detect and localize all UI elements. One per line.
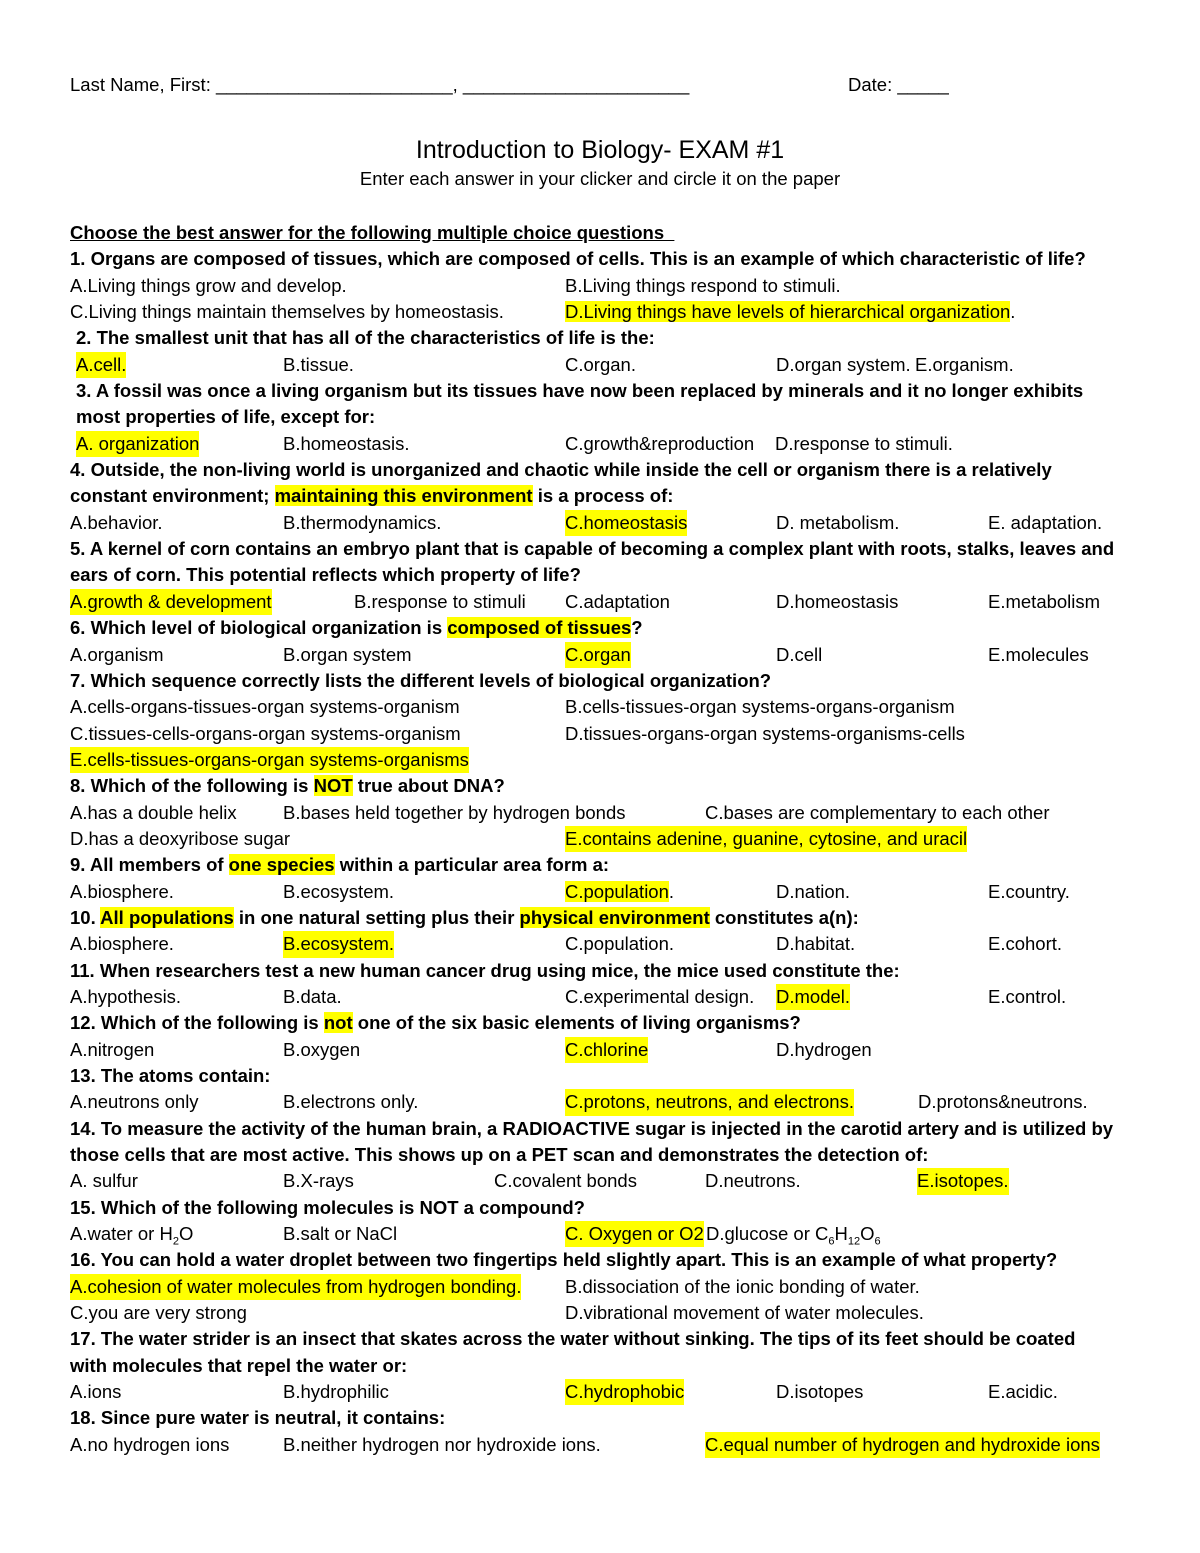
option-b-answer[interactable]: B.ecosystem. xyxy=(283,931,394,957)
option-d[interactable]: D.organ system. xyxy=(776,353,911,375)
question-4-cont xyxy=(0,483,1200,509)
header-line xyxy=(70,74,1150,100)
option-c-answer[interactable]: C. Oxygen or O2 xyxy=(565,1221,704,1247)
question-15-options-row xyxy=(0,1221,1200,1247)
question-text: 4. Outside, the non-living world is unorganized and chaotic while inside the cell or organism there is a relatively xyxy=(70,459,1052,481)
question-3-options-row xyxy=(0,431,1200,457)
question-text-part: true about DNA? xyxy=(352,775,505,797)
option-c[interactable]: C.experimental design. xyxy=(565,985,755,1007)
option-b[interactable]: B.neither hydrogen nor hydroxide ions. xyxy=(283,1433,601,1455)
question-text-part: constant environment; xyxy=(70,485,275,507)
option-b[interactable]: B.salt or NaCl xyxy=(283,1223,398,1245)
question-7-options-row xyxy=(0,694,1200,720)
question-text: 7. Which sequence correctly lists the different levels of biological organization? xyxy=(70,669,772,691)
option-c-answer[interactable]: C.protons, neutrons, and electrons. xyxy=(565,1089,854,1115)
option-e[interactable]: E.molecules xyxy=(988,643,1089,665)
option-d[interactable]: D.cell xyxy=(776,643,823,665)
option-text-part: H xyxy=(834,1223,848,1245)
option-c[interactable]: C.covalent bonds xyxy=(494,1170,637,1192)
question-text: most properties of life, except for: xyxy=(76,406,376,428)
question-text: those cells that are most active. This shows up on a PET scan and demonstrates the detection of: xyxy=(70,1144,929,1166)
option-a[interactable]: A.has a double helix xyxy=(70,801,237,823)
question-5 xyxy=(0,536,1200,562)
option-d[interactable]: D.habitat. xyxy=(776,933,856,955)
option-e[interactable]: E.cohort. xyxy=(988,933,1063,955)
question-text xyxy=(70,773,505,799)
option-d[interactable]: D.isotopes xyxy=(776,1381,864,1403)
option-d[interactable]: D.response to stimuli. xyxy=(775,432,953,454)
option-b[interactable]: B.hydrophilic xyxy=(283,1381,389,1403)
question-text-part: constitutes a(n): xyxy=(709,906,859,928)
option-d[interactable]: D.hydrogen xyxy=(776,1038,872,1060)
question-4 xyxy=(0,457,1200,483)
question-text-part: 10. xyxy=(70,906,101,928)
question-8-options-row xyxy=(0,800,1200,826)
question-6-options-row xyxy=(0,642,1200,668)
option-text-part: D.glucose or C xyxy=(706,1223,829,1245)
option-b[interactable]: B.bases held together by hydrogen bonds xyxy=(283,801,626,823)
question-8 xyxy=(0,773,1200,799)
option-b[interactable]: B.ecosystem. xyxy=(283,880,395,902)
question-text xyxy=(70,852,609,878)
question-text: 15. Which of the following molecules is NOT a compound? xyxy=(70,1196,585,1218)
option-c[interactable]: C.Living things maintain themselves by homeostasis. xyxy=(70,301,504,323)
option-b[interactable]: B.Living things respond to stimuli. xyxy=(565,274,841,296)
question-text: 14. To measure the activity of the human brain, a RADIOACTIVE sugar is injected in the carotid artery and is utilized by xyxy=(70,1117,1114,1139)
question-7-options-row xyxy=(0,747,1200,773)
question-text xyxy=(70,483,673,509)
option-c-answer[interactable]: C.equal number of hydrogen and hydroxide ions xyxy=(705,1432,1100,1458)
question-14 xyxy=(0,1116,1200,1142)
question-text: 3. A fossil was once a living organism but its tissues have now been replaced by minerals and it no longer exhibits xyxy=(76,380,1084,402)
option-e-answer[interactable]: E.cells-tissues-organs-organ systems-organisms xyxy=(70,747,469,773)
question-text: 16. You can hold a water droplet between two fingertips held slightly apart. This is an example of what property? xyxy=(70,1249,1058,1271)
question-list xyxy=(0,220,1200,1458)
question-13 xyxy=(0,1063,1200,1089)
option-b[interactable]: B.organ system xyxy=(283,643,412,665)
keyword-highlight: NOT xyxy=(313,775,353,797)
question-text-part: 9. All members of xyxy=(70,854,229,876)
option-b[interactable]: B.X-rays xyxy=(283,1170,354,1192)
option-e[interactable]: E.metabolism xyxy=(988,590,1101,612)
question-text: 18. Since pure water is neutral, it contains: xyxy=(70,1407,446,1429)
answer-highlight: D.Living things have levels of hierarchical organization xyxy=(565,301,1011,323)
subscript: 2 xyxy=(172,1235,179,1248)
question-11 xyxy=(0,958,1200,984)
instructions xyxy=(0,220,1200,246)
option-e[interactable]: E.control. xyxy=(988,985,1067,1007)
question-17-options-row xyxy=(0,1379,1200,1405)
option-c-answer[interactable]: C.hydrophobic xyxy=(565,1379,684,1405)
answer-highlight: C.population xyxy=(565,880,669,902)
subscript: 6 xyxy=(874,1235,881,1248)
subscript: 12 xyxy=(847,1235,861,1248)
question-2-options-row xyxy=(0,352,1200,378)
question-text-part: one of the six basic elements of living organisms? xyxy=(352,1012,801,1034)
question-12 xyxy=(0,1010,1200,1036)
question-15 xyxy=(0,1195,1200,1221)
option-text-part: O xyxy=(860,1223,875,1245)
option-a[interactable]: A.no hydrogen ions xyxy=(70,1433,230,1455)
option-d[interactable] xyxy=(706,1221,881,1247)
option-c-answer[interactable]: C.chlorine xyxy=(565,1037,648,1063)
question-text: ears of corn. This potential reflects which property of life? xyxy=(70,564,581,586)
question-text-part: within a particular area form a: xyxy=(334,854,610,876)
page-title: Introduction to Biology- EXAM #1 xyxy=(415,136,785,164)
option-a[interactable]: A. sulfur xyxy=(70,1170,138,1192)
question-text: 11. When researchers test a new human cancer drug using mice, the mice used constitute the: xyxy=(70,959,900,981)
option-d-period: . xyxy=(1010,301,1016,323)
question-10-options-row xyxy=(0,931,1200,957)
question-6 xyxy=(0,615,1200,641)
question-text-part: 8. Which of the following is xyxy=(70,775,314,797)
question-text: 13. The atoms contain: xyxy=(70,1065,271,1086)
date-field-label: Date: _____ xyxy=(848,74,949,95)
question-text: 1. Organs are composed of tissues, which are composed of cells. This is an example of which characteristic of life? xyxy=(70,248,1086,270)
option-c[interactable]: C.adaptation xyxy=(565,590,670,612)
question-text: 5. A kernel of corn contains an embryo plant that is capable of becoming a complex plant with roots, stalks, leaves and xyxy=(70,538,1115,560)
option-e[interactable]: E.organism. xyxy=(915,353,1014,375)
question-16 xyxy=(0,1247,1200,1273)
option-a[interactable]: A.behavior. xyxy=(70,511,163,533)
question-8-options-row xyxy=(0,826,1200,852)
option-b[interactable]: B.data. xyxy=(283,985,342,1007)
option-a[interactable]: A.biosphere. xyxy=(70,933,174,955)
name-field-label: Last Name, First: _______________________, ______________________ xyxy=(70,74,690,95)
page-subtitle: Enter each answer in your clicker and circle it on the paper xyxy=(359,168,841,189)
question-text-part: 6. Which level of biological organization is xyxy=(70,617,448,639)
instructions-text: Choose the best answer for the following multiple choice questions xyxy=(70,222,675,243)
question-text: 2. The smallest unit that has all of the characteristics of life is the: xyxy=(76,327,655,349)
option-c[interactable]: C.growth&reproduction xyxy=(565,432,755,454)
option-a[interactable]: A.ions xyxy=(70,1381,122,1403)
option-a-answer[interactable]: A.cell. xyxy=(76,352,126,378)
keyword-highlight: one species xyxy=(228,854,335,876)
question-9 xyxy=(0,852,1200,878)
question-7-options-row xyxy=(0,721,1200,747)
option-c-answer[interactable]: C.homeostasis xyxy=(565,510,687,536)
question-3 xyxy=(0,378,1200,404)
option-e-answer[interactable]: E.isotopes. xyxy=(917,1168,1009,1194)
question-text-part: ? xyxy=(631,617,643,639)
option-b[interactable]: B.response to stimuli xyxy=(354,590,526,612)
option-a[interactable]: A.Living things grow and develop. xyxy=(70,274,347,296)
question-18-options-row xyxy=(0,1432,1200,1458)
question-16-options-row xyxy=(0,1274,1200,1300)
keyword-highlight: physical environment xyxy=(519,906,710,928)
option-text-part: A.water or H xyxy=(70,1223,173,1245)
question-17-cont xyxy=(0,1353,1200,1379)
option-b[interactable]: B.electrons only. xyxy=(283,1091,419,1113)
option-e[interactable]: E. adaptation. xyxy=(988,511,1103,533)
keyword-highlight: maintaining this environment xyxy=(274,485,533,507)
option-d[interactable]: D.protons&neutrons. xyxy=(918,1091,1088,1113)
question-13-options-row xyxy=(0,1089,1200,1115)
option-a[interactable]: A.organism xyxy=(70,643,164,665)
option-c[interactable]: C.organ. xyxy=(565,353,636,375)
option-d-answer[interactable]: D.model. xyxy=(776,984,850,1010)
option-a[interactable]: A.hypothesis. xyxy=(70,985,182,1007)
question-text-part: in one natural setting plus their xyxy=(233,906,520,928)
question-16-options-row xyxy=(0,1300,1200,1326)
question-1 xyxy=(0,246,1200,272)
keyword-highlight: composed of tissues xyxy=(447,617,632,639)
option-d[interactable]: D.vibrational movement of water molecules. xyxy=(565,1302,924,1324)
question-3-cont xyxy=(0,404,1200,430)
question-9-options-row xyxy=(0,879,1200,905)
question-4-options-row xyxy=(0,510,1200,536)
option-a[interactable] xyxy=(70,1221,193,1247)
question-18 xyxy=(0,1405,1200,1431)
option-text-part: O xyxy=(178,1223,194,1245)
option-e-answer[interactable]: E.contains adenine, guanine, cytosine, and uracil xyxy=(565,826,967,852)
question-5-options-row xyxy=(0,589,1200,615)
question-text xyxy=(70,615,643,641)
option-c[interactable]: C.you are very strong xyxy=(70,1302,247,1324)
question-text-part: 12. Which of the following is xyxy=(70,1012,324,1034)
option-c[interactable]: C.tissues-cells-organs-organ systems-organism xyxy=(70,722,461,744)
option-d[interactable]: D.nation. xyxy=(776,880,851,902)
question-text xyxy=(70,1010,801,1036)
keyword-highlight: All populations xyxy=(100,906,234,928)
option-a[interactable]: A.biosphere. xyxy=(70,880,174,902)
option-d[interactable]: D.neutrons. xyxy=(705,1170,801,1192)
option-a[interactable]: A.cells-organs-tissues-organ systems-organism xyxy=(70,696,460,718)
option-b[interactable]: B.thermodynamics. xyxy=(283,511,442,533)
question-1-options-row xyxy=(0,273,1200,299)
question-14-options-row xyxy=(0,1168,1200,1194)
question-7 xyxy=(0,668,1200,694)
option-a[interactable]: A.neutrons only xyxy=(70,1091,199,1113)
option-d[interactable]: D.tissues-organs-organ systems-organisms-cells xyxy=(565,722,965,744)
question-text: with molecules that repel the water or: xyxy=(70,1354,408,1376)
option-a-answer[interactable]: A. organization xyxy=(76,431,199,457)
option-c-period: . xyxy=(668,880,675,902)
option-a-answer[interactable]: A.cohesion of water molecules from hydrogen bonding. xyxy=(70,1274,521,1300)
question-11-options-row xyxy=(0,984,1200,1010)
option-c[interactable]: C.population. xyxy=(565,933,675,955)
option-c[interactable]: C.bases are complementary to each other xyxy=(705,801,1050,823)
question-10 xyxy=(0,905,1200,931)
option-b[interactable]: B.homeostasis. xyxy=(283,432,410,454)
question-text: 17. The water strider is an insect that skates across the water without sinking. The tips of its feet should be coated xyxy=(70,1328,1076,1350)
question-17 xyxy=(0,1326,1200,1352)
question-2 xyxy=(0,325,1200,351)
option-d[interactable]: D.homeostasis xyxy=(776,590,899,612)
option-b[interactable]: B.dissociation of the ionic bonding of water. xyxy=(565,1275,920,1297)
subscript: 6 xyxy=(828,1235,835,1248)
option-c-answer[interactable] xyxy=(565,879,674,905)
option-d[interactable]: D.has a deoxyribose sugar xyxy=(70,827,291,849)
option-c-answer[interactable]: C.organ xyxy=(565,642,631,668)
question-14-cont xyxy=(0,1142,1200,1168)
question-5-cont xyxy=(0,562,1200,588)
option-d-answer[interactable] xyxy=(565,299,1015,325)
question-12-options-row xyxy=(0,1037,1200,1063)
option-a-answer[interactable]: A.growth & development xyxy=(70,589,272,615)
option-e[interactable]: E.country. xyxy=(988,880,1070,902)
option-b[interactable]: B.tissue. xyxy=(283,353,354,375)
option-e[interactable]: E.acidic. xyxy=(988,1381,1058,1403)
question-text-part: is a process of: xyxy=(532,485,674,507)
question-1-options-row xyxy=(0,299,1200,325)
option-b[interactable]: B.oxygen xyxy=(283,1038,361,1060)
option-d[interactable]: D. metabolism. xyxy=(776,511,900,533)
option-b[interactable]: B.cells-tissues-organ systems-organs-organism xyxy=(565,696,955,718)
keyword-highlight: not xyxy=(323,1012,353,1034)
option-a[interactable]: A.nitrogen xyxy=(70,1038,155,1060)
question-text xyxy=(70,905,859,931)
